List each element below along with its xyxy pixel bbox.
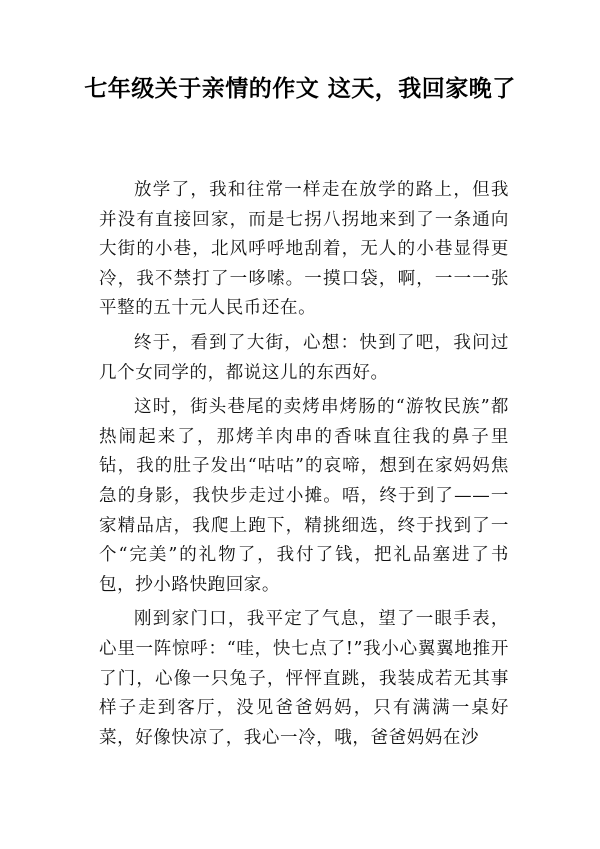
paragraph: 终于，看到了大街，心想：快到了吧，我问过几个女同学的，都说这儿的东西好。 — [99, 332, 509, 383]
paragraph: 刚到家门口，我平定了气息，望了一眼手表，心里一阵惊呼：“哇，快七点了!”我小心翼翼地推开了门，心像一只兔子，怦怦直跳，我装成若无其事样子走到客厅，没见爸爸妈妈，只有满满一桌好菜，好像快凉了，我心一冷，哦，爸爸妈妈在沙 — [99, 609, 509, 748]
paragraph: 放学了，我和往常一样走在放学的路上，但我并没有直接回家，而是七拐八拐地来到了一条通向大街的小巷，北风呼呼地刮着，无人的小巷显得更冷，我不禁打了一哆嗦。一摸口袋，啊，一一一张平整的五十元人民币还在。 — [99, 180, 509, 319]
paragraph: 这时，街头巷尾的卖烤串烤肠的“游牧民族”都热闹起来了，那烤羊肉串的香味直往我的鼻子里钻，我的肚子发出“咕咕”的哀啼，想到在家妈妈焦急的身影，我快步走过小摊。唔，终于到了——一家精品店，我爬上跑下，精挑细选，终于找到了一个“完美”的礼物了，我付了钱，把礼品塞进了书包，抄小路快跑回家。 — [99, 397, 509, 595]
essay-body — [99, 176, 509, 758]
document-title: 七年级关于亲情的作文 这天，我回家晚了 — [84, 76, 516, 102]
